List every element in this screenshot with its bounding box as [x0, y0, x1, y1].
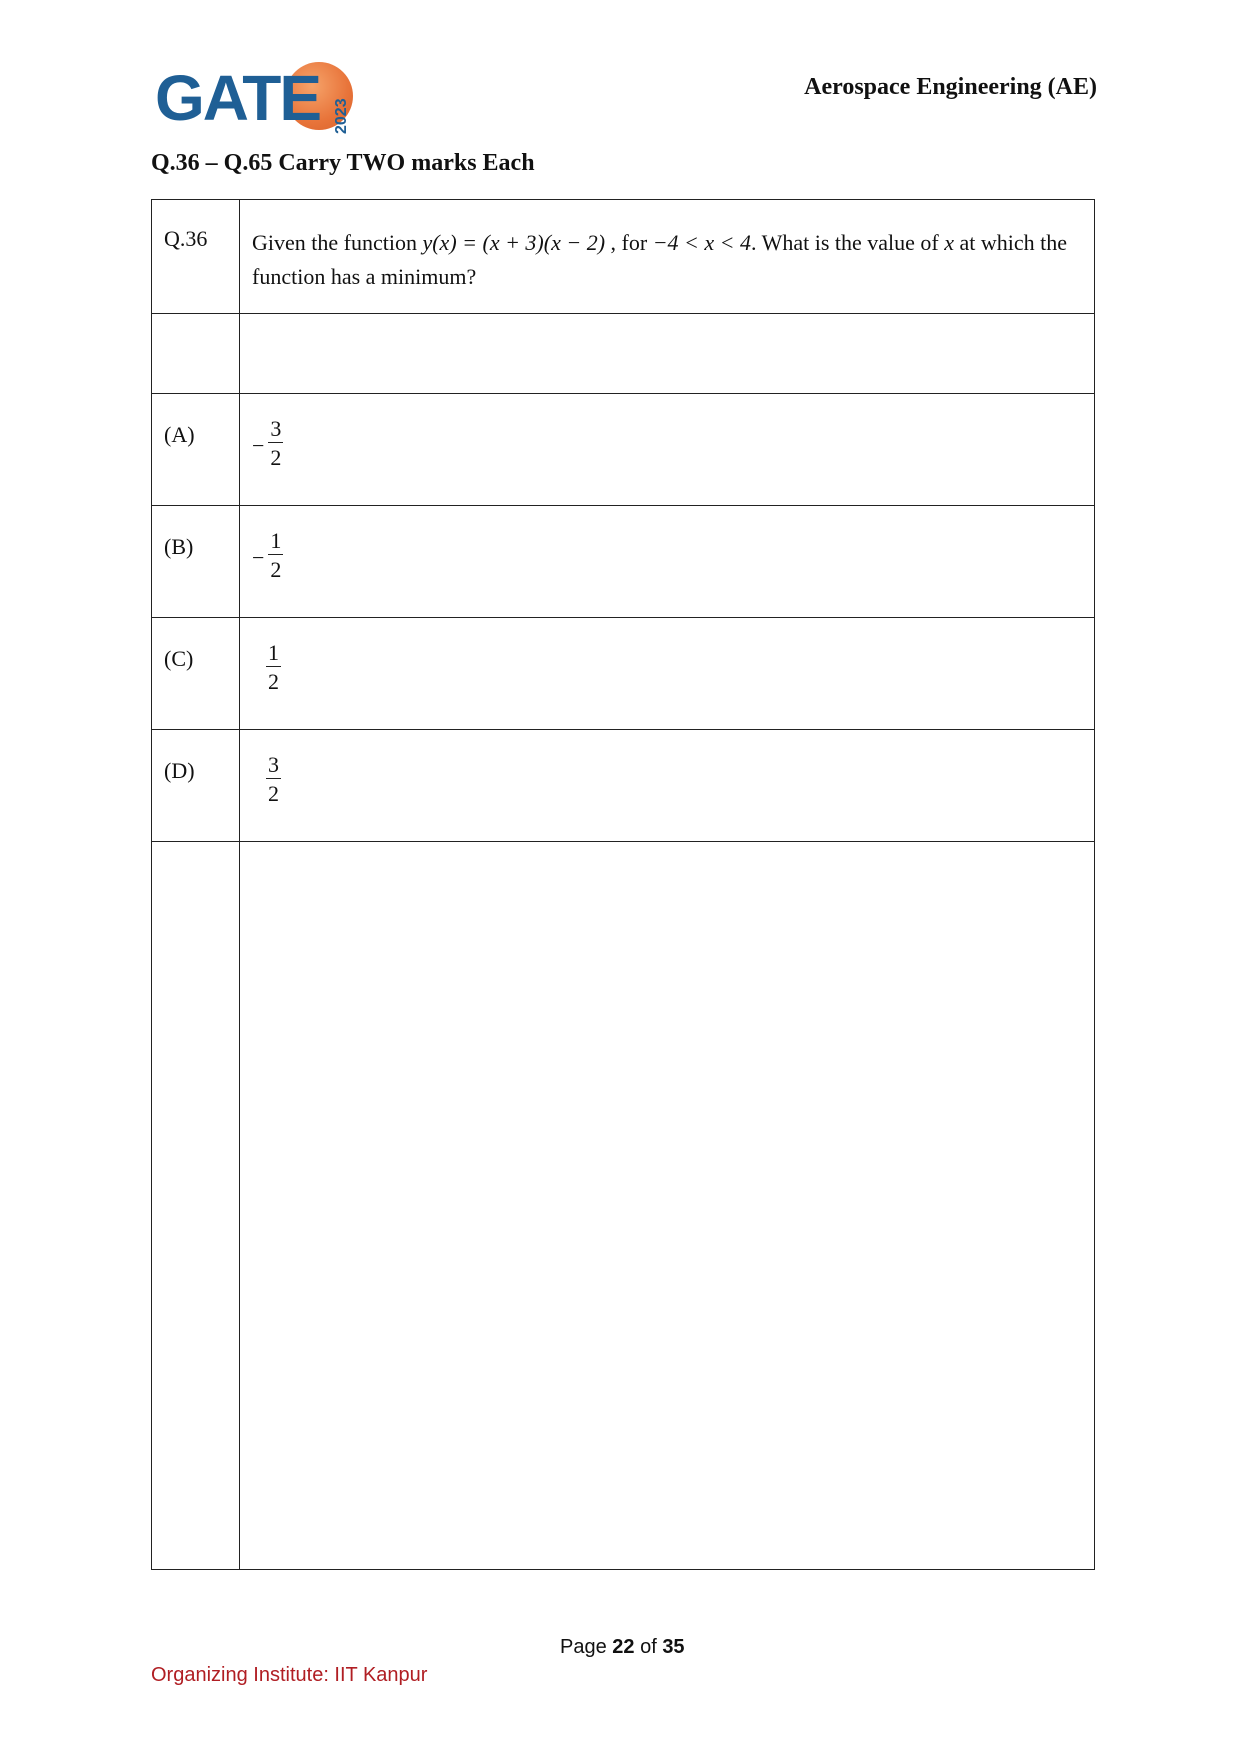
page-current: 22 [612, 1636, 635, 1658]
question-text-after: . What is the value of [751, 230, 945, 255]
fraction-numerator: 3 [270, 416, 282, 441]
fraction-numerator: 1 [270, 528, 282, 553]
option-row-b[interactable] [152, 506, 1095, 618]
page-total: 35 [662, 1636, 685, 1658]
solution-space-row [152, 842, 1095, 1570]
fraction-sign: − [252, 544, 265, 570]
fraction [252, 530, 283, 581]
blank-cell-left [152, 314, 240, 394]
domain-expression: −4 < x < 4 [652, 230, 751, 255]
fraction [262, 754, 281, 805]
fraction-denominator: 2 [270, 557, 282, 582]
option-row-a[interactable] [152, 394, 1095, 506]
option-value [240, 394, 1095, 506]
page-of: of [634, 1636, 663, 1658]
gate-logo [155, 60, 355, 140]
fraction-sign: − [252, 432, 265, 458]
solution-cell-left [152, 842, 240, 1570]
question-text-mid: , for [605, 230, 653, 255]
page-number [560, 1636, 685, 1659]
question-text-prefix: Given the function [252, 230, 423, 255]
page-prefix: Page [560, 1636, 613, 1658]
fraction [252, 418, 283, 469]
option-value [240, 618, 1095, 730]
question-table [151, 199, 1095, 1570]
fraction-numerator: 1 [268, 640, 279, 665]
function-expression: y(x) = (x + 3)(x − 2) [422, 230, 606, 255]
question-text-suffix: at which the function has a minimum? [252, 230, 1068, 289]
option-value [240, 730, 1095, 842]
section-heading: Q.36 – Q.65 Carry TWO marks Each [151, 150, 535, 176]
organizing-institute: Organizing Institute: IIT Kanpur [151, 1664, 428, 1686]
option-label: (D) [152, 730, 240, 842]
question-text [240, 200, 1095, 314]
option-row-d[interactable] [152, 730, 1095, 842]
fraction-denominator: 2 [268, 669, 279, 694]
fraction-denominator: 2 [268, 781, 279, 806]
option-label: (A) [152, 394, 240, 506]
option-label: (B) [152, 506, 240, 618]
fraction [262, 642, 281, 693]
fraction-denominator: 2 [270, 445, 282, 470]
logo-year: 2023 [333, 98, 350, 134]
logo-text: GATE [155, 62, 321, 134]
solution-cell-right [240, 842, 1095, 1570]
variable-x: x [944, 230, 955, 255]
blank-cell-right [240, 314, 1095, 394]
question-number: Q.36 [152, 200, 240, 314]
option-label: (C) [152, 618, 240, 730]
question-row [152, 200, 1095, 314]
option-row-c[interactable] [152, 618, 1095, 730]
paper-title: Aerospace Engineering (AE) [804, 74, 1097, 100]
fraction-numerator: 3 [268, 752, 279, 777]
blank-row [152, 314, 1095, 394]
option-value [240, 506, 1095, 618]
